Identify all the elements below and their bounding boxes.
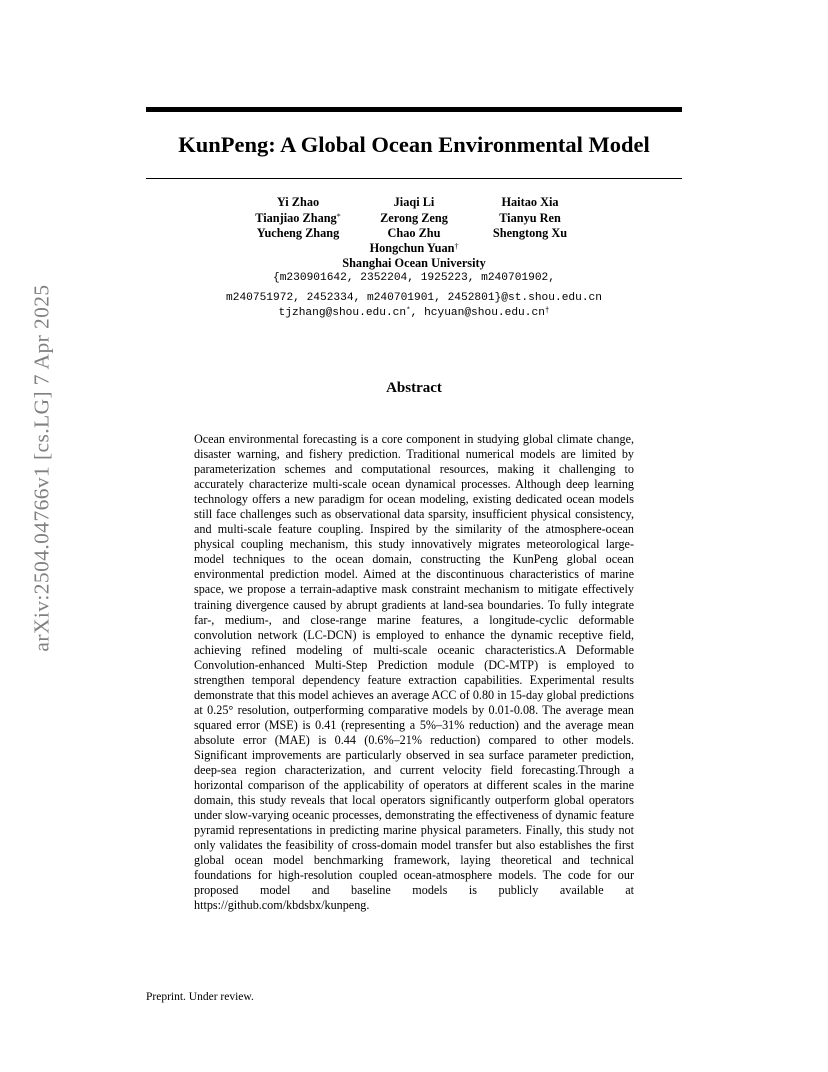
title-bottom-rule bbox=[146, 178, 682, 179]
paper-title: KunPeng: A Global Ocean Environmental Model bbox=[178, 132, 650, 157]
author-9: Shengtong Xu bbox=[492, 226, 568, 241]
email-tjzhang[interactable]: tjzhang@shou.edu.cn bbox=[278, 307, 407, 319]
author-3: Haitao Xia bbox=[501, 195, 559, 209]
abstract-paragraph: Ocean environmental forecasting is a core component in studying global climate change, disaster warning, and fishery prediction. Traditional numerical models are limited by parameterization schemes and computational resources, making it challenging to accurately characterize multi-scale ocean dynamical processes. Although deep learning technology offers a new paradigm for ocean modeling, existing dedicated ocean models still face challenges such as observational data sparsity, insufficient physical consistency, and multi-scale feature coupling. Inspired by the similarity of the atmosphere-ocean physical coupling mechanism, this study innovatively migrates meteorological large-model techniques to the ocean domain, constructing the KunPeng global ocean environmental prediction model. Aimed at the discontinuous characteristics of marine space, we propose a terrain-adaptive mask constraint mechanism to mitigate effectively training divergence caused by abrupt gradients at land-sea boundaries. To fully integrate far-, medium-, and close-range marine features, a longitude-cyclic deformable convolution network (LC-DCN) is employed to enhance the dynamic receptive field, achieving refined modeling of multi-scale oceanic characteristics.A Deformable Convolution-enhanced Multi-Step Prediction module (DC-MTP) is employed to strengthen temporal dependency feature extraction capabilities. Experimental results demonstrate that this model achieves an average ACC of 0.80 in 15-day global predictions at 0.25° resolution, outperforming comparative models by 0.01-0.08. The average mean squared error (MSE) is 0.41 (representing a 5%–31% reduction) and the average mean absolute error (MAE) is 0.44 (0.6%–21% reduction) compared to other models. Significant improvements are particularly observed in sea surface parameter prediction, deep-sea region characterization, and current velocity field forecasting.Through a horizontal comparison of the applicability of operators at different scales in the marine domain, this study reveals that local operators significantly outperform global operators under slow-varying oceanic processes, demonstrating the effectiveness of dynamic feature pyramid representations in predicting marine physical parameters. Finally, this study not only validates the feasibility of cross-domain model transfer but also establishes the first global ocean model benchmarking framework, laying theoretical and technical foundations for high-resolution coupled ocean-atmosphere models. The code for our proposed model and baseline models is publicly available at https://github.com/kbdsbx/kunpeng. bbox=[194, 432, 634, 913]
author-6: Tianyu Ren bbox=[499, 210, 561, 225]
corresponding-author: Hongchun Yuan† bbox=[369, 241, 459, 255]
author-list bbox=[240, 195, 588, 242]
affiliation: Shanghai Ocean University bbox=[342, 256, 486, 270]
footer-note: Preprint. Under review. bbox=[146, 991, 254, 1003]
abstract-body bbox=[194, 432, 634, 914]
author-8: Chao Zhu bbox=[387, 226, 441, 241]
title-top-rule bbox=[146, 107, 682, 112]
email-line-2: m240751972, 2452334, m240701901, 2452801}@st.shou.edu.cn bbox=[226, 292, 602, 304]
abstract-heading: Abstract bbox=[386, 380, 442, 396]
author-4: Tianjiao Zhang* bbox=[255, 210, 341, 225]
author-1: Yi Zhao bbox=[276, 195, 320, 209]
author-7: Yucheng Zhang bbox=[256, 226, 340, 241]
email-line-3: tjzhang@shou.edu.cn*, hcyuan@shou.edu.cn† bbox=[278, 307, 550, 319]
arxiv-identifier bbox=[22, 284, 62, 652]
email-line-1: {m230901642, 2352204, 1925223, m240701902, bbox=[273, 272, 555, 284]
arxiv-identifier-text: arXiv:2504.04766v1 [cs.LG] 7 Apr 2025 bbox=[29, 284, 54, 652]
author-2: Jiaqi Li bbox=[393, 195, 435, 209]
author-5: Zerong Zeng bbox=[380, 210, 448, 225]
email-hcyuan[interactable]: hcyuan@shou.edu.cn bbox=[424, 307, 545, 319]
